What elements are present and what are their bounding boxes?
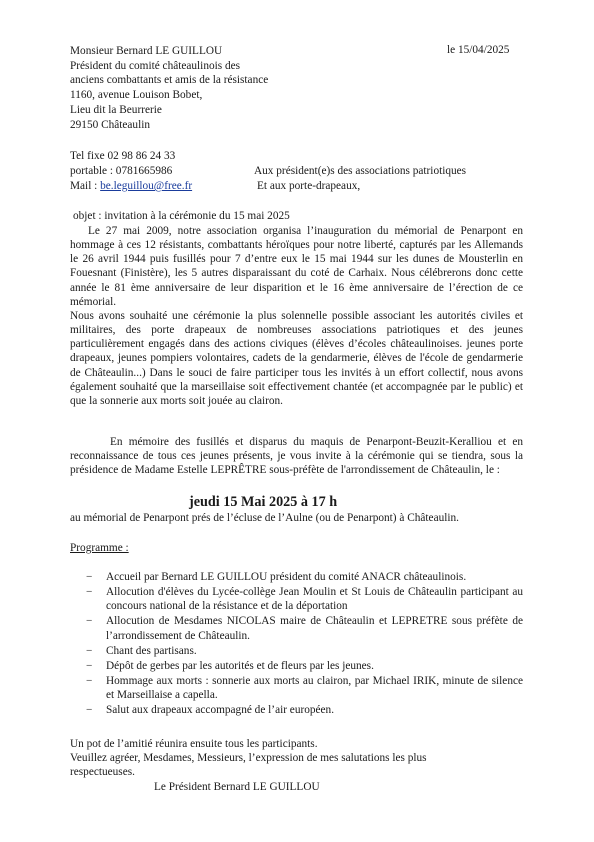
programme-item-text: Allocution de Mesdames NICOLAS maire de Châteaulin et LEPRETRE sous préfète de l’arrondissement de Châteaulin. [106,615,523,642]
bullet-dash: − [86,675,93,688]
programme-item-text: Hommage aux morts : sonnerie aux morts au clairon, par Michael IRIK, minute de silence et Marseillaise a capella. [106,675,523,702]
programme-item-text: Allocution d'élèves du Lycée-collège Jean Moulin et St Louis de Châteaulin participant au concours national de la résistance et de la déportation [106,586,523,613]
programme-item-text: Dépôt de gerbes par les autorités et de fleurs par les jeunes. [106,659,374,672]
list-item [86,644,523,658]
bullet-dash: − [86,659,93,672]
event-date: jeudi 15 Mai 2025 à 17 h [189,494,338,510]
list-item [86,585,523,613]
paragraph-ceremony: Nous avons souhaité une cérémonie la plus solennelle possible associant les autorités civiles et militaires, des porte drapeaux de nombreuses associations patriotiques et des jeunes particulièrement engagés dans des actions civiques (élèves d’écoles châteaulinoises. jeunes porte drapeaux, jeunes pompiers volontaires, cadets de la gendarmerie, élèves de l'école de gendarmerie de Châteaulin...) Dans le souci de faire participer tous les invités à un effort collectif, nous avons également souhaité que la marseillaise soit effectivement chantée (et accompagnée par le public) et que la sonnerie aux morts soit jouée au clairon. [70,310,523,407]
sender-organization: anciens combattants et amis de la résistance [70,74,269,87]
email-line [70,180,192,192]
paragraph-invitation: En mémoire des fusillés et disparus du maquis de Penarpont-Beuzit-Keralliou et en reconnaissance de tous ces jeunes présents, je vous invite à la cérémonie qui se tiendra, sous la présidence de Madame Estelle LEPRÊTRE sous-préfète de l'arrondissement de Châteaulin, le : [70,436,523,477]
list-item [86,614,523,642]
bullet-dash: − [86,644,93,657]
letter-subject: objet : invitation à la cérémonie du 15 mai 2025 [73,210,290,222]
closing-salutation: Veuillez agréer, Mesdames, Messieurs, l’expression de mes salutations les plus respectueuses. [70,752,427,779]
list-item [86,674,523,702]
closing-reception: Un pot de l’amitié réunira ensuite tous les participants. [70,738,318,750]
bullet-dash: − [86,586,93,599]
email-link[interactable]: be.leguillou@free.fr [100,180,193,192]
paragraph-history: Le 27 mai 2009, notre association organisa l’inauguration du mémorial de Penarpont en hommage à ces 12 résistants, combattants héroïques pour notre liberté, capturés par les Allemands le 26 avril 1944 puis fusillés pour 7 d’entre eux le 15 mai 1944 sur les dunes de Mousterlin en Fouesnant (Finistère), les 5 autres disparaissant du coté de Carhaix. Nous célébrerons donc cette année le 81 ème anniversaire de leur disparition et le 16 ème anniversaire de l’érection de ce mémorial. [70,225,523,308]
event-location: au mémorial de Penarpont prés de l’écluse de l’Aulne (ou de Penarpont) à Châteaulin. [70,512,459,524]
signature-line: Le Président Bernard LE GUILLOU [154,781,320,793]
programme-title: Programme : [70,542,129,554]
sender-address-block [70,44,268,132]
phone-mobile: portable : 0781665986 [70,165,173,177]
list-item [86,703,523,717]
email-label: Mail : [70,180,98,192]
bullet-dash: − [86,704,93,717]
programme-item-text: Accueil par Bernard LE GUILLOU président du comité ANACR châteaulinois. [106,571,467,583]
list-item [86,570,523,584]
sender-street: 1160, avenue Louison Bobet, [70,89,203,102]
sender-locality: Lieu dit la Beurrerie [70,103,162,116]
sender-city: 29150 Châteaulin [70,118,151,131]
bullet-dash: − [86,615,93,628]
letter-date: le 15/04/2025 [447,44,510,56]
phone-landline: Tel fixe 02 98 86 24 33 [70,150,176,162]
recipient-line-1: Aux président(e)s des associations patriotiques [254,165,467,177]
sender-name: Monsieur Bernard LE GUILLOU [70,45,223,57]
sender-title: Président du comité châteaulinois des [70,59,241,72]
list-item [86,659,523,673]
recipient-line-2: Et aux porte-drapeaux, [257,180,361,192]
bullet-dash: − [86,571,93,583]
programme-item-text: Salut aux drapeaux accompagné de l’air européen. [106,704,335,717]
programme-item-text: Chant des partisans. [106,644,197,657]
programme-list [86,570,523,719]
